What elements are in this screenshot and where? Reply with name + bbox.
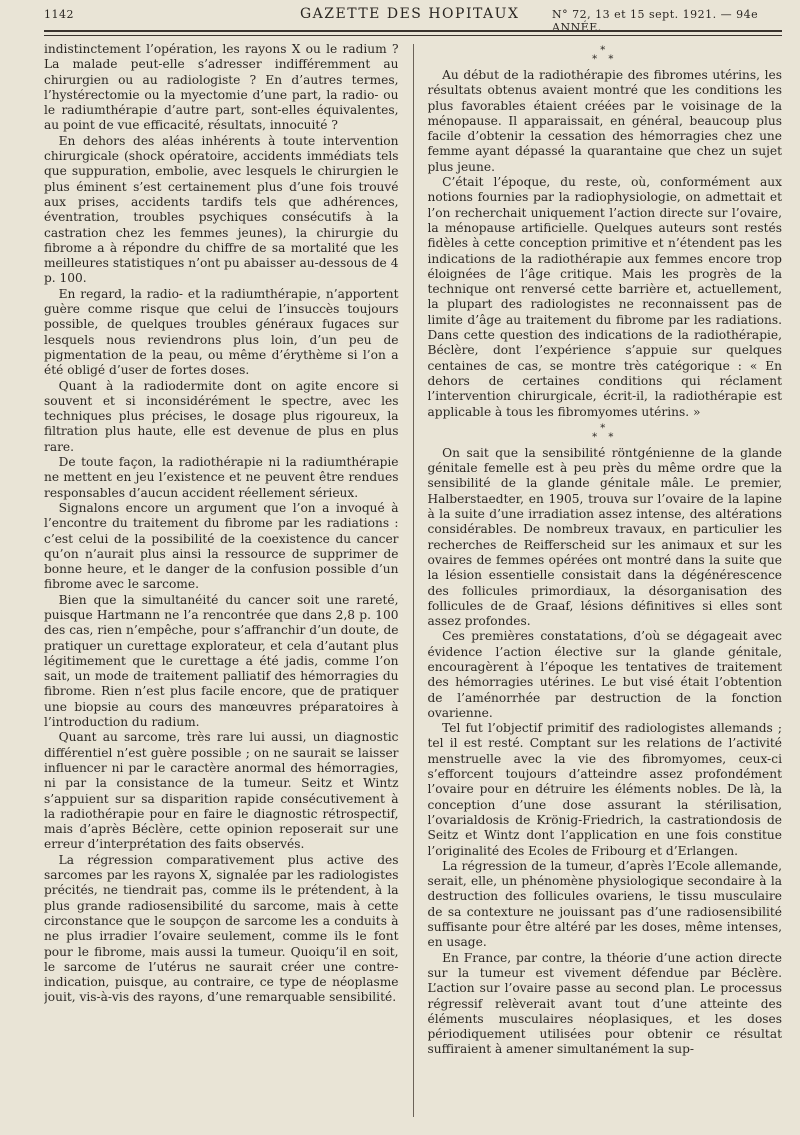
header-rule	[44, 30, 782, 36]
separator-line: *	[428, 424, 783, 433]
running-header	[44, 6, 782, 32]
issue-info: N° 72, 13 et 15 sept. 1921. — 94e ANNÉE.	[552, 8, 782, 34]
paragraph: En dehors des aléas inhérents à toute intervention chirurgicale (shock opératoire, accidents immédiats tels que suppuration, embolie, avec lesquels le chirurgien le plus éminent s’est certainement plus d’une fois trouvé aux prises, accidents tardifs tels que adhérences, éventration, troubles psychiques consécutifs à la castration chez les femmes jeunes), la chirurgie du fibrome a à répondre du chiffre de sa mortalité que les meilleures statistiques n’ont pu abaisser au-dessous de 4 p. 100.	[44, 134, 399, 287]
paragraph: Quant à la radiodermite dont on agite encore si souvent et si inconsidérément le spectre, avec les techniques plus précises, le dosage plus rigoureux, la filtration plus haute, elle est devenue de plus en plus rare.	[44, 379, 399, 455]
right-column	[428, 42, 783, 1117]
section-separator-top	[428, 46, 783, 64]
paragraph: On sait que la sensibilité röntgénienne de la glande génitale femelle est à peu près du même ordre que la sensibilité de la glande génitale mâle. Le premier, Halberstaedter, en 1905, trouva sur l’ovaire de la lapine à la suite d’une irradiation assez intense, des altérations considérables. De nombreux travaux, en particulier les recherches de Reifferscheid sur les animaux et sur les ovaires de femmes opérées ont montré dans la suite que la lésion essentielle consistait dans la dégénérescence des follicules primordiaux, la désorganisation des follicules de de Graaf, lésions définitives si elles sont assez profondes.	[428, 446, 783, 630]
paragraph: Ces premières constatations, d’où se dégageait avec évidence l’action élective sur la glande génitale, encouragèrent à l’époque les tentatives de traitement des hémorragies utérines. Le but visé était l’obtention de l’aménorrhée par destruction de la fonction ovarienne.	[428, 629, 783, 721]
paragraph: La régression comparativement plus active des sarcomes par les rayons X, signalée par les radiologistes précités, ne tiendrait pas, comme ils le prétendent, à la plus grande radiosensibilité du sarcome, mais à cette circonstance que le soupçon de sarcome les a conduits à ne plus irradier l’ovaire seulement, comme ils le font pour le fibrome, mais aussi la tumeur. Quoiqu’il en soit, le sarcome de l’utérus ne saurait créer une contre-indication, puisque, au contraire, ce type de néoplasme jouit, vis-à-vis des rayons, d’une remarquable sensibilité.	[44, 853, 399, 1006]
paragraph: En France, par contre, la théorie d’une action directe sur la tumeur est vivement défendue par Béclère. L’action sur l’ovaire passe au second plan. Le processus régressif relèverait avant tout d’une atteinte des éléments musculaires néoplasiques, et les doses périodiquement utilisées pour obtenir ce résultat suffiraient à amener simultanément la sup-	[428, 951, 783, 1058]
paragraph: Signalons encore un argument que l’on a invoqué à l’encontre du traitement du fibrome par les radiations : c’est celui de la possibilité de la coexistence du cancer qu’on n’aurait plus ainsi la ressource de supprimer de bonne heure, et le danger de la confusion possible d’un fibrome avec le sarcome.	[44, 501, 399, 593]
paragraph: Au début de la radiothérapie des fibromes utérins, les résultats obtenus avaient montré que les conditions les plus favorables étaient créées par le voisinage de la ménopause. Il apparaissait, en général, beaucoup plus facile d’obtenir la cessation des hémorragies chez une femme ayant dépassé la quarantaine que chez un sujet plus jeune.	[428, 68, 783, 175]
paragraph: Tel fut l’objectif primitif des radiologistes allemands ; tel il est resté. Comptant sur les relations de l’activité menstruelle avec la vie des fibromyomes, ceux-ci s’efforcent toujours d’atteindre assez profondément l’ovaire pour en détruire les éléments nobles. De là, la conception d’une dose assurant la stérilisation, l’ovarialdosis de Krönig-Friedrich, la castrationdosis de Seitz et Wintz dont l’application en une fois constitue l’originalité des Ecoles de Fribourg et d’Erlangen.	[428, 721, 783, 859]
separator-line: * *	[428, 55, 783, 64]
text-columns	[44, 42, 782, 1117]
paragraph: indistinctement l’opération, les rayons X ou le radium ? La malade peut-elle s’adresser indifféremment au chirurgien ou au radiologiste ? En d’autres termes, l’hystérectomie ou la myectomie d’une part, la radio- ou le radiumthérapie d’autre part, sont-elles équivalentes, au point de vue efficacité, résultats, innocuité ?	[44, 42, 399, 134]
separator-line: *	[428, 46, 783, 55]
paragraph: Bien que la simultanéité du cancer soit une rareté, puisque Hartmann ne l’a rencontrée que dans 2,8 p. 100 des cas, rien n’empêche, pour s’affranchir d’un doute, de pratiquer un curettage explorateur, et cela d’autant plus légitimement que le curettage a été jadis, comme l’on sait, un mode de traitement palliatif des hémorragies du fibrome. Rien n’est plus facile encore, que de pratiquer une biopsie au cours des manœuvres préparatoires à l’introduction du radium.	[44, 593, 399, 731]
separator-line: * *	[428, 433, 783, 442]
paragraph: De toute façon, la radiothérapie ni la radiumthérapie ne mettent en jeu l’existence et ne peuvent être rendues responsables d’aucun accident réellement sérieux.	[44, 455, 399, 501]
page-number: 1142	[44, 8, 74, 21]
paragraph: La régression de la tumeur, d’après l’Ecole allemande, serait, elle, un phénomène physiologique secondaire à la destruction des follicules ovariens, le tissu musculaire de sa contexture ne jouissant pas d’une radiosensibilité suffisante pour être altéré par les doses, même intenses, en usage.	[428, 859, 783, 951]
section-separator-middle	[428, 424, 783, 442]
paragraph: En regard, la radio- et la radiumthérapie, n’apportent guère comme risque que celui de l’insuccès toujours possible, de quelques troubles généraux fugaces sur lesquels nous reviendrons plus loin, d’un peu de pigmentation de la peau, ou même d’érythème si l’on a été obligé d’user de fortes doses.	[44, 287, 399, 379]
column-divider	[413, 44, 414, 1117]
paragraph: C’était l’époque, du reste, où, conformément aux notions fournies par la radiophysiologie, on admettait et l’on recherchait uniquement l’action directe sur l’ovaire, la ménopause artificielle. Quelques auteurs sont restés fidèles à cette conception primitive et n’étendent pas les indications de la radiothérapie aux femmes encore trop éloignées de l’âge critique. Mais les progrès de la technique ont renversé cette barrière et, actuellement, la plupart des radiologistes ne reconnaissent pas de limite d’âge au traitement du fibrome par les radiations. Dans cette question des indications de la radiothérapie, Béclère, dont l’expérience s’appuie sur quelques centaines de cas, se montre très catégorique : « En dehors de certaines conditions qui réclament l’intervention chirurgicale, écrit-il, la radiothérapie est applicable à tous les fibromyomes utérins. »	[428, 175, 783, 420]
paragraph: Quant au sarcome, très rare lui aussi, un diagnostic différentiel n’est guère possible ; on ne saurait se laisser influencer ni par le caractère anormal des hémorragies, ni par la consistance de la tumeur. Seitz et Wintz s’appuient sur sa disparition rapide consécutivement à la radiothérapie pour en faire le diagnostic rétrospectif, mais d’après Béclère, cette opinion reposerait sur une erreur d’interprétation des faits observés.	[44, 730, 399, 852]
left-column	[44, 42, 399, 1117]
journal-title: GAZETTE DES HOPITAUX	[300, 6, 519, 22]
